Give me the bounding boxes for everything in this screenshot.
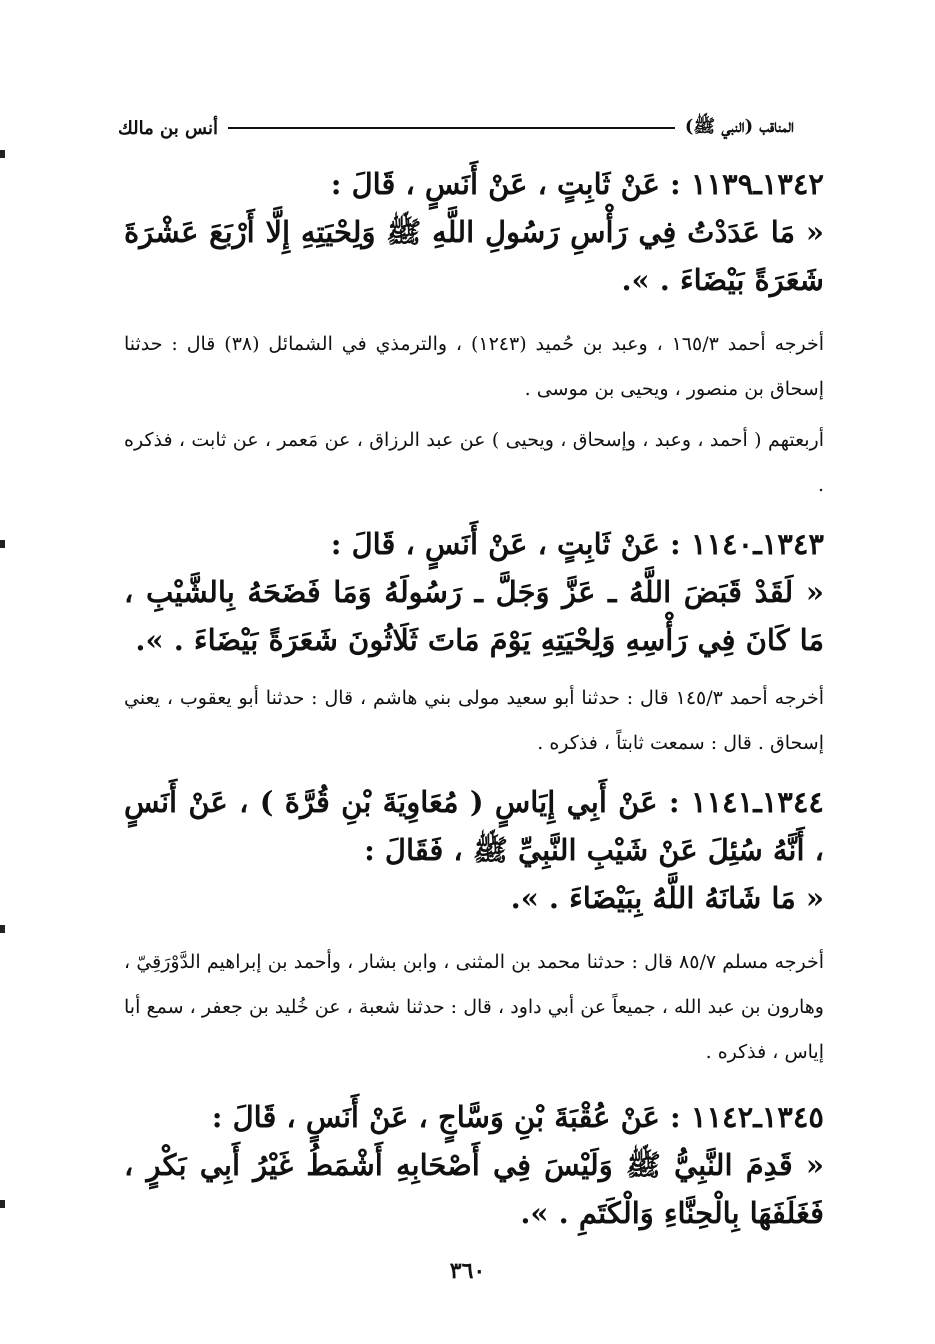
- takhrij-1343: [124, 676, 824, 766]
- hadith-1343: [124, 520, 824, 664]
- scan-edge-mark: [0, 1200, 5, 1208]
- header-rule: [228, 127, 675, 129]
- scan-edge-mark: [0, 540, 5, 548]
- hadith-heading: ١٣٤٣ـ١١٤٠ : عَنْ ثَابِتٍ ، عَنْ أَنَسٍ ، قَالَ :: [330, 527, 824, 561]
- hadith-text: « قَدِمَ النَّبِيُّ ﷺ وَلَيْسَ فِي أَصْحَابِهِ أَشْمَطُ غَيْرُ أَبِي بَكْرٍ ، فَغَلَفَهَا بِالْحِنَّاءِ وَالْكَتَمِ . ».: [124, 1148, 824, 1230]
- hadith-heading: ١٣٤٤ـ١١٤١ : عَنْ أَبِي إِيَاسٍ ( مُعَاوِيَةَ بْنِ قُرَّةَ ) ، عَنْ أَنَسٍ ، أَنَّهُ سُئِلَ عَنْ شَيْبِ النَّبِيِّ ﷺ ، فَقَالَ :: [124, 785, 824, 867]
- takhrij-paragraph: أربعتهم ( أحمد ، وعبد ، وإسحاق ، ويحيى ) عن عبد الرزاق ، عن مَعمر ، عن ثابت ، فذكره .: [124, 429, 824, 496]
- page-body: [124, 160, 824, 1237]
- hadith-heading: ١٣٤٢ـ١١٣٩ : عَنْ ثَابِتٍ ، عَنْ أَنَسٍ ، قَالَ :: [330, 167, 824, 201]
- page-number: ٣٦٠: [449, 1258, 486, 1284]
- hadith-1345: [124, 1093, 824, 1237]
- takhrij-paragraph: أخرجه أحمد ١٤٥/٣ قال : حدثنا أبو سعيد مولى بني هاشم ، قال : حدثنا أبو يعقوب ، يعني إسحاق . قال : سمعت ثابتاً ، فذكره .: [124, 687, 825, 754]
- hadith-text: « لَقَدْ قَبَضَ اللَّهُ ـ عَزَّ وَجَلَّ ـ رَسُولَهُ وَمَا فَضَحَهُ بِالشَّيْبِ ، مَا كَانَ فِي رَأْسِهِ وَلِحْيَتِهِ يَوْمَ مَاتَ ثَلَاثُونَ شَعَرَةً بَيْضَاءَ . ».: [124, 575, 824, 657]
- hadith-heading: ١٣٤٥ـ١١٤٢ : عَنْ عُقْبَةَ بْنِ وَسَّاجٍ ، عَنْ أَنَسٍ ، قَالَ :: [211, 1100, 824, 1134]
- hadith-1342: [124, 160, 824, 304]
- takhrij-paragraph: أخرجه مسلم ٨٥/٧ قال : حدثنا محمد بن المثنى ، وابن بشار ، وأحمد بن إبراهيم الدَّوْرَقِيّ ، وهارون بن عبد الله ، جميعاً عن أبي داود ، قال : حدثنا شعبة ، عن خُليد بن جعفر ، سمع أبا إياس ، فذكره .: [124, 951, 824, 1063]
- takhrij-1344: [124, 940, 824, 1075]
- takhrij-paragraph: أخرجه أحمد ١٦٥/٣ ، وعبد بن حُميد (١٢٤٣) ، والترمذي في الشمائل (٣٨) قال : حدثنا إسحاق بن منصور ، ويحيى بن موسى .: [124, 333, 825, 400]
- hadith-text: « مَا شَانَهُ اللَّهُ بِبَيْضَاءَ . ».: [510, 881, 824, 915]
- header-chapter-title: المناقب (النبي ﷺ): [684, 116, 794, 137]
- takhrij-1342: [124, 322, 824, 508]
- hadith-1344: [124, 778, 824, 922]
- header-section-title: أنس بن مالك: [118, 117, 218, 139]
- scan-edge-mark: [0, 150, 5, 158]
- scan-edge-mark: [0, 925, 5, 933]
- hadith-text: « مَا عَدَدْتُ فِي رَأْسِ رَسُولِ اللَّهِ ﷺ وَلِحْيَتِهِ إِلَّا أَرْبَعَ عَشْرَةَ شَعَرَةً بَيْضَاءَ . ».: [124, 215, 824, 297]
- running-header: [118, 113, 794, 143]
